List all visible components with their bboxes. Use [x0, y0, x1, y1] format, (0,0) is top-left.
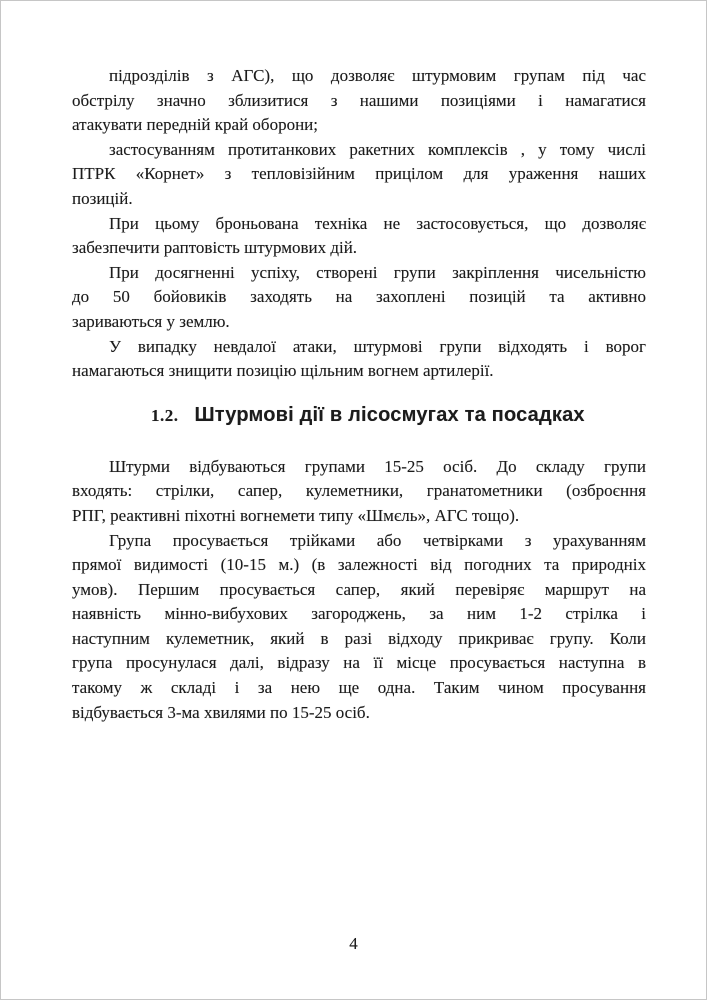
- text-line: У випадку невдалої атаки, штурмові групи відходять і ворог: [109, 336, 646, 356]
- section-heading: [72, 400, 646, 431]
- text-line: застосуванням протитанкових ракетних комплексів , у тому числі: [109, 139, 646, 159]
- content-area: [72, 64, 646, 725]
- paragraph: [72, 212, 646, 261]
- paragraph: [72, 261, 646, 335]
- paragraph: [72, 138, 646, 212]
- section-heading-title: Штурмові дії в лісосмугах та посадках: [194, 403, 585, 426]
- text-line: підрозділів з АГС), що дозволяє штурмовим групам під час: [109, 66, 646, 85]
- text-line: РПГ, реактивні піхотні вогнемети типу «Шмєль», АГС тощо).: [72, 505, 520, 525]
- paragraph: [72, 335, 646, 384]
- text-line: позицій.: [72, 188, 133, 208]
- text-line: При досягненні успіху, створені групи закріплення чисельністю: [109, 262, 646, 282]
- text-line: входять: стрілки, сапер, кулеметники, гранатометники (озброєння: [72, 481, 646, 501]
- text-line: Група просувається трійками або четвірками з урахуванням: [109, 530, 646, 550]
- text-line: ПТРК «Корнет» з тепловізійним прицілом для ураження наших: [72, 164, 646, 184]
- page-number: 4: [349, 934, 358, 953]
- text-line: зариваються у землю.: [72, 311, 230, 331]
- text-line: атакувати передній край оборони;: [72, 115, 318, 135]
- text-line: намагаються знищити позицію щільним вогнем артилерії.: [72, 361, 494, 381]
- text-line: група просунулася далі, відразу на її місце просувається наступна в: [72, 653, 646, 673]
- text-line: забезпечити раптовість штурмових дій.: [72, 238, 358, 258]
- text-line: такому ж складі і за нею ще одна. Таким чином просування: [72, 678, 646, 698]
- paragraph: [72, 529, 646, 726]
- text-line: умов). Першим просувається сапер, який перевіряє маршрут на: [72, 579, 646, 599]
- text-line: Штурми відбуваються групами 15-25 осіб. До складу групи: [109, 456, 646, 476]
- text-line: відбувається 3-ма хвилями по 15-25 осіб.: [72, 702, 370, 722]
- text-line: прямої видимості (10-15 м.) (в залежності від погодних та природніх: [72, 555, 646, 575]
- text-line: При цьому броньована техніка не застосовується, що дозволяє: [109, 213, 646, 233]
- paragraph: [72, 64, 646, 138]
- text-line: наявність мінно-вибухових загороджень, за ним 1-2 стрілка і: [72, 604, 646, 624]
- text-line: наступним кулеметник, який в разі відходу прикриває групу. Коли: [72, 628, 646, 648]
- section-heading-number: 1.2.: [151, 405, 179, 425]
- text-line: до 50 бойовиків заходять на захоплені позицій та активно: [72, 287, 646, 307]
- text-line: обстрілу значно зблизитися з нашими позиціями і намагатися: [72, 90, 646, 110]
- paragraph: [72, 455, 646, 529]
